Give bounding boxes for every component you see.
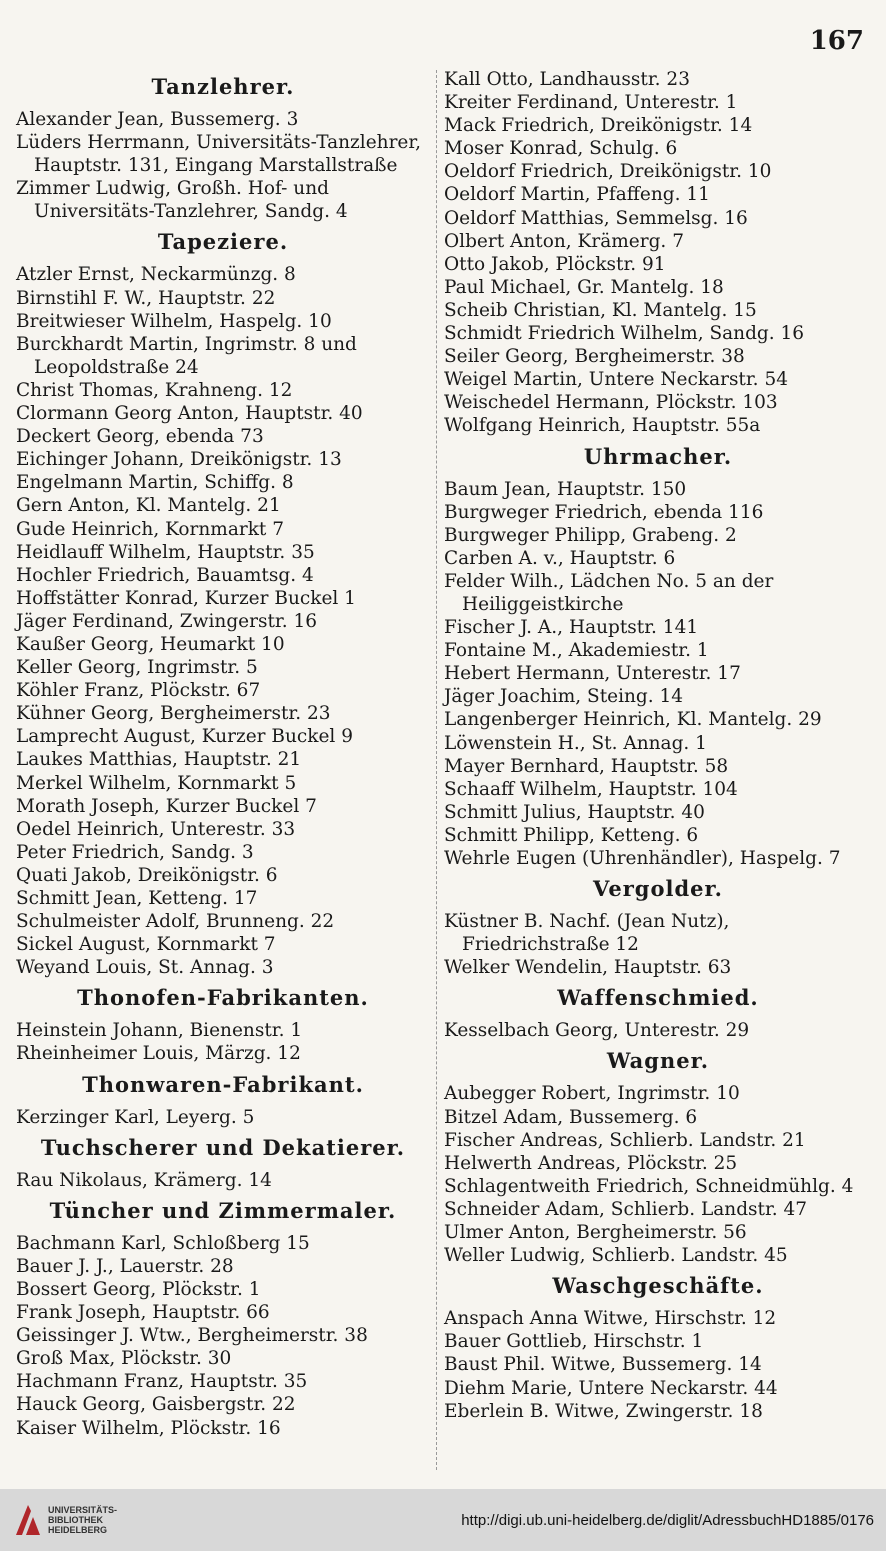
right-column — [442, 68, 874, 1423]
directory-entry: Sickel August, Kornmarkt 7 — [16, 934, 276, 956]
directory-entry: Clormann Georg Anton, Hauptstr. 40 — [16, 403, 363, 425]
directory-entry: Bitzel Adam, Bussemerg. 6 — [444, 1106, 698, 1128]
directory-entry: Diehm Marie, Untere Neckarstr. 44 — [444, 1377, 778, 1399]
directory-entry: Wehrle Eugen (Uhrenhändler), Haspelg. 7 — [444, 848, 841, 869]
directory-entry: Otto Jakob, Plöckstr. 91 — [444, 253, 666, 275]
page-number: 167 — [809, 26, 864, 56]
library-logo-text — [48, 1505, 117, 1535]
directory-entry: Fontaine M., Akademiestr. 1 — [444, 640, 709, 662]
section-heading: Tuchscherer und Dekatierer. — [40, 1134, 406, 1160]
directory-entry: Schmidt Friedrich Wilhelm, Sandg. 16 — [444, 323, 805, 345]
directory-entry: Schmitt Jean, Ketteng. 17 — [16, 888, 258, 909]
directory-entry: Oeldorf Martin, Pfaffeng. 11 — [444, 184, 710, 206]
section-heading: Waschgeschäfte. — [552, 1273, 764, 1299]
section-heading: Tapeziere. — [157, 229, 289, 255]
directory-entry: Rau Nikolaus, Krämerg. 14 — [16, 1169, 272, 1191]
directory-entry: Fischer Andreas, Schlierb. Landstr. 21 — [444, 1129, 806, 1151]
directory-entry: Fischer J. A., Hauptstr. 141 — [444, 617, 699, 639]
section-heading: Wagner. — [606, 1048, 710, 1074]
column-divider — [436, 70, 437, 1470]
directory-entry: Lüders Herrmann, Universitäts-Tanzlehrer, Hauptstr. 131, Eingang Marstallstraße — [16, 132, 422, 177]
directory-entry: Rheinheimer Louis, Märzg. 12 — [16, 1043, 301, 1065]
directory-entry: Kall Otto, Landhausstr. 23 — [444, 69, 690, 90]
directory-entry: Deckert Georg, ebenda 73 — [16, 426, 264, 448]
directory-entry: Weischedel Hermann, Plöckstr. 103 — [444, 392, 778, 414]
directory-entry: Peter Friedrich, Sandg. 3 — [16, 841, 254, 863]
directory-entry: Schaaff Wilhelm, Hauptstr. 104 — [444, 778, 738, 800]
directory-entry: Hoffstätter Konrad, Kurzer Buckel 1 — [16, 587, 356, 609]
directory-entry: Wolfgang Heinrich, Hauptstr. 55a — [444, 415, 761, 437]
directory-entry: Hauck Georg, Gaisbergstr. 22 — [16, 1394, 296, 1416]
directory-entry: Heidlauff Wilhelm, Hauptstr. 35 — [16, 541, 315, 563]
directory-entry: Frank Joseph, Hauptstr. 66 — [16, 1302, 270, 1324]
directory-entry: Jäger Joachim, Steing. 14 — [444, 686, 684, 708]
directory-entry: Oeldorf Friedrich, Dreikönigstr. 10 — [444, 161, 772, 183]
directory-entry: Küstner B. Nachf. (Jean Nutz), Friedrichstraße 12 — [444, 911, 730, 956]
directory-entry: Weyand Louis, St. Annag. 3 — [16, 957, 274, 979]
section-heading: Thonwaren-Fabrikant. — [82, 1071, 364, 1097]
section-heading: Vergolder. — [593, 876, 723, 902]
directory-entry: Breitwieser Wilhelm, Haspelg. 10 — [16, 310, 332, 332]
directory-entry: Burgweger Philipp, Grabeng. 2 — [444, 524, 737, 546]
directory-entry: Gern Anton, Kl. Mantelg. 21 — [16, 495, 281, 517]
directory-entry: Mack Friedrich, Dreikönigstr. 14 — [444, 115, 753, 137]
directory-entry: Welker Wendelin, Hauptstr. 63 — [444, 957, 732, 979]
directory-entry: Burgweger Friedrich, ebenda 116 — [444, 501, 764, 523]
directory-entry: Felder Wilh., Lädchen No. 5 an der Heiliggeistkirche — [444, 570, 774, 615]
directory-entry: Alexander Jean, Bussemerg. 3 — [16, 109, 299, 130]
directory-entry: Langenberger Heinrich, Kl. Mantelg. 29 — [444, 709, 822, 731]
left-column — [14, 68, 432, 1440]
directory-entry: Weigel Martin, Untere Neckarstr. 54 — [444, 369, 788, 391]
directory-entry: Baust Phil. Witwe, Bussemerg. 14 — [444, 1354, 762, 1376]
directory-entry: Christ Thomas, Krahneng. 12 — [16, 379, 293, 401]
directory-entry: Groß Max, Plöckstr. 30 — [16, 1348, 232, 1370]
directory-entry: Atzler Ernst, Neckarmünzg. 8 — [16, 264, 296, 286]
directory-entry: Birnstihl F. W., Hauptstr. 22 — [16, 287, 276, 309]
directory-entry: Lamprecht August, Kurzer Buckel 9 — [16, 726, 353, 748]
directory-entry: Schneider Adam, Schlierb. Landstr. 47 — [444, 1198, 808, 1220]
directory-entry: Burckhardt Martin, Ingrimstr. 8 und Leopoldstraße 24 — [16, 333, 357, 378]
directory-entry: Hebert Hermann, Unterestr. 17 — [444, 663, 741, 685]
directory-entry: Löwenstein H., St. Annag. 1 — [444, 732, 707, 754]
directory-entry: Aubegger Robert, Ingrimstr. 10 — [444, 1083, 740, 1105]
directory-entry: Köhler Franz, Plöckstr. 67 — [16, 680, 261, 702]
footer-bar — [0, 1489, 886, 1551]
directory-entry: Schmitt Philipp, Ketteng. 6 — [444, 824, 699, 846]
directory-entry: Baum Jean, Hauptstr. 150 — [444, 478, 687, 500]
directory-entry: Schulmeister Adolf, Brunneng. 22 — [16, 911, 335, 933]
directory-entry: Scheib Christian, Kl. Mantelg. 15 — [444, 299, 757, 321]
directory-entry: Morath Joseph, Kurzer Buckel 7 — [16, 795, 317, 817]
directory-entry: Hochler Friedrich, Bauamtsg. 4 — [16, 564, 314, 586]
directory-entry: Olbert Anton, Krämerg. 7 — [444, 230, 684, 252]
directory-entry: Kaiser Wilhelm, Plöckstr. 16 — [16, 1417, 281, 1439]
directory-entry: Gude Heinrich, Kornmarkt 7 — [16, 518, 285, 540]
directory-entry: Moser Konrad, Schulg. 6 — [444, 138, 678, 160]
logo-line-3: HEIDELBERG — [48, 1525, 108, 1535]
directory-entry: Geissinger J. Wtw., Bergheimerstr. 38 — [16, 1325, 368, 1347]
directory-entry: Keller Georg, Ingrimstr. 5 — [16, 657, 258, 679]
directory-entry: Seiler Georg, Bergheimerstr. 38 — [444, 346, 745, 368]
directory-entry: Kreiter Ferdinand, Unterestr. 1 — [444, 92, 738, 114]
directory-entry: Kerzinger Karl, Leyerg. 5 — [16, 1106, 255, 1128]
directory-entry: Hachmann Franz, Hauptstr. 35 — [16, 1371, 308, 1393]
directory-entry: Carben A. v., Hauptstr. 6 — [444, 547, 676, 569]
section-heading: Tüncher und Zimmermaler. — [49, 1197, 397, 1223]
directory-entry: Mayer Bernhard, Hauptstr. 58 — [444, 755, 729, 777]
directory-entry: Weller Ludwig, Schlierb. Landstr. 45 — [444, 1245, 788, 1267]
library-logo[interactable] — [14, 1503, 117, 1537]
directory-entry: Helwerth Andreas, Plöckstr. 25 — [444, 1152, 738, 1174]
directory-entry: Laukes Matthias, Hauptstr. 21 — [16, 749, 302, 771]
directory-entry: Kesselbach Georg, Unterestr. 29 — [444, 1020, 750, 1042]
logo-line-1: UNIVERSITÄTS- — [48, 1505, 118, 1515]
section-heading: Uhrmacher. — [583, 443, 733, 469]
section-heading: Waffenschmied. — [557, 985, 759, 1011]
directory-entry: Schlagentweith Friedrich, Schneidmühlg. 4 — [444, 1175, 854, 1197]
permalink-url[interactable]: http://digi.ub.uni-heidelberg.de/diglit/AdressbuchHD1885/0176 — [461, 1511, 874, 1529]
directory-entry: Oeldorf Matthias, Semmelsg. 16 — [444, 207, 748, 229]
library-logo-icon — [14, 1503, 42, 1537]
directory-entry: Quati Jakob, Dreikönigstr. 6 — [16, 864, 278, 886]
directory-entry: Ulmer Anton, Bergheimerstr. 56 — [444, 1222, 747, 1244]
directory-entry: Bauer Gottlieb, Hirschstr. 1 — [444, 1331, 704, 1353]
directory-entry: Merkel Wilhelm, Kornmarkt 5 — [16, 772, 297, 794]
directory-entry: Kaußer Georg, Heumarkt 10 — [16, 633, 285, 655]
section-heading: Tanzlehrer. — [151, 74, 295, 99]
directory-entry: Oedel Heinrich, Unterestr. 33 — [16, 818, 296, 840]
directory-entry: Paul Michael, Gr. Mantelg. 18 — [444, 276, 724, 298]
directory-entry: Engelmann Martin, Schiffg. 8 — [16, 472, 294, 494]
section-heading: Thonofen-Fabrikanten. — [77, 985, 369, 1011]
directory-entry: Jäger Ferdinand, Zwingerstr. 16 — [16, 610, 317, 632]
directory-entry: Bossert Georg, Plöckstr. 1 — [16, 1278, 261, 1300]
directory-entry: Schmitt Julius, Hauptstr. 40 — [444, 801, 705, 823]
directory-entry: Anspach Anna Witwe, Hirschstr. 12 — [444, 1308, 777, 1330]
directory-entry: Heinstein Johann, Bienenstr. 1 — [16, 1020, 303, 1042]
directory-entry: Bauer J. J., Lauerstr. 28 — [16, 1255, 234, 1277]
directory-entry: Kühner Georg, Bergheimerstr. 23 — [16, 703, 331, 725]
directory-entry: Bachmann Karl, Schloßberg 15 — [16, 1232, 310, 1254]
logo-line-2: BIBLIOTHEK — [48, 1515, 103, 1525]
directory-entry: Eichinger Johann, Dreikönigstr. 13 — [16, 449, 342, 471]
directory-entry: Zimmer Ludwig, Großh. Hof- und Universitäts-Tanzlehrer, Sandg. 4 — [16, 178, 348, 223]
directory-entry: Eberlein B. Witwe, Zwingerstr. 18 — [444, 1400, 763, 1422]
